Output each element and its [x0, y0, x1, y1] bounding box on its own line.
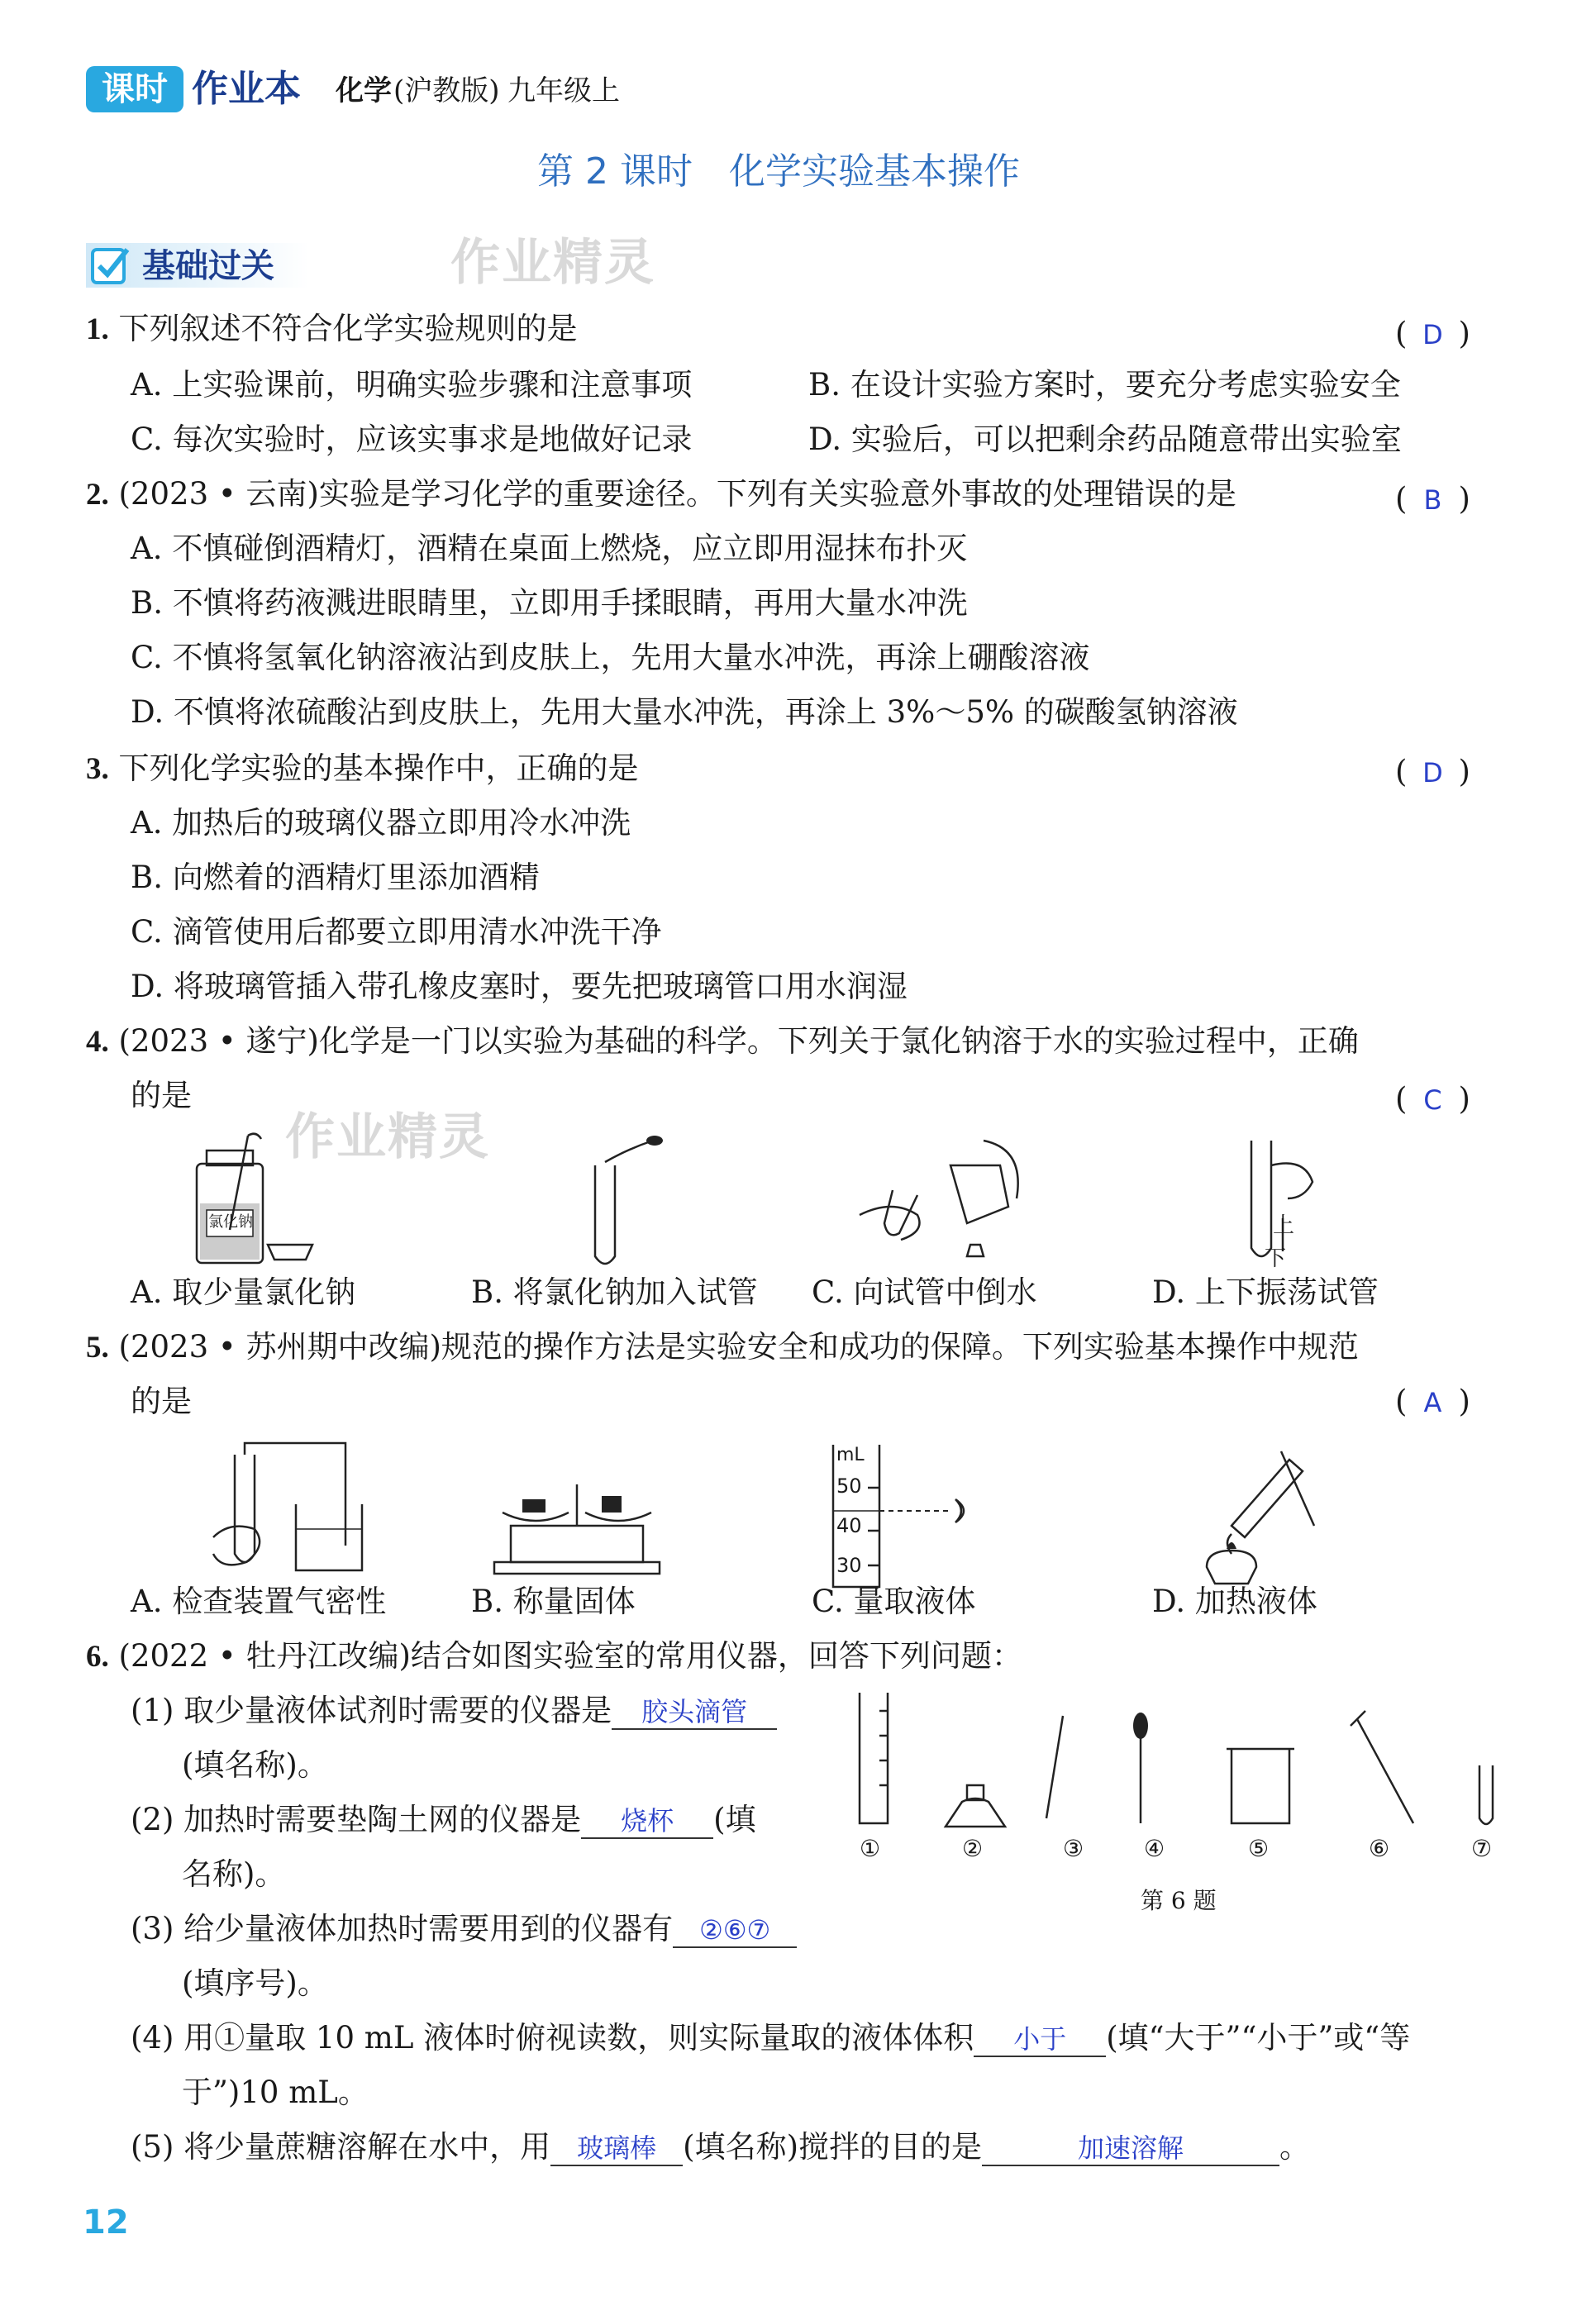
- figure-caption: D. 上下振荡试管: [1152, 1274, 1379, 1310]
- figure-take-sodium-chloride: [188, 1131, 329, 1271]
- question-number: 5.: [86, 1331, 109, 1365]
- question-stem: 下列化学实验的基本操作中，正确的是: [118, 750, 639, 786]
- part-text: (3) 给少量液体加热时需要用到的仪器有: [131, 1911, 674, 1946]
- part-text: (填名称)搅拌的目的是: [683, 2129, 983, 2165]
- part-text: 。: [1279, 2129, 1311, 2165]
- option: B. 向燃着的酒精灯里添加酒精: [131, 860, 540, 895]
- blank-answer: 小于: [1013, 2023, 1067, 2055]
- question-number: 3.: [86, 752, 109, 786]
- option: D. 实验后，可以把剩余药品随意带出实验室: [808, 422, 1402, 457]
- figure-airtightness: [188, 1438, 379, 1587]
- instrument-label: ④: [1144, 1835, 1165, 1862]
- figure-instruments: [851, 1686, 1513, 1835]
- option: A. 上实验课前，明确实验步骤和注意事项: [131, 367, 693, 403]
- blank-answer: ②⑥⑦: [699, 1914, 771, 1946]
- sub-question-5: [131, 2127, 1310, 2167]
- answer-bracket: ( A ): [1395, 1382, 1470, 1422]
- figure-caption: A. 检查装置气密性: [131, 1584, 387, 1619]
- tick-30: 30: [836, 1554, 862, 1577]
- tick-50: 50: [836, 1474, 862, 1498]
- figure-add-to-tube: [579, 1132, 669, 1273]
- answer-4: C: [1423, 1084, 1442, 1116]
- graduated-cylinder: [860, 1693, 888, 1823]
- grade: 九年级上: [507, 74, 620, 107]
- answer-2: B: [1423, 484, 1442, 516]
- question-stem: (2023 • 苏州期中改编)规范的操作方法是实验安全和成功的保障。下列实验基本操作中规范: [118, 1329, 1359, 1365]
- option: C. 不慎将氢氧化钠溶液沾到皮肤上，先用大量水冲洗，再涂上硼酸溶液: [131, 640, 1090, 675]
- answer-blank: [974, 2022, 1106, 2057]
- question-stem: (2022 • 牡丹江改编)结合如图实验室的常用仪器，回答下列问题：: [118, 1638, 1022, 1674]
- answer-3: D: [1422, 757, 1443, 788]
- blank-answer: 加速溶解: [1078, 2132, 1184, 2164]
- part-text: (1) 取少量液体试剂时需要的仪器是: [131, 1693, 612, 1728]
- option: A. 加热后的玻璃仪器立即用冷水冲洗: [131, 805, 631, 841]
- question-stem: (2023 • 遂宁)化学是一门以实验为基础的科学。下列关于氯化钠溶于水的实验过程中，正确: [118, 1023, 1359, 1059]
- option: A. 不慎碰倒酒精灯，酒精在桌面上燃烧，应立即用湿抹布扑灭: [131, 531, 968, 566]
- figure-caption: 第 6 题: [1141, 1887, 1217, 1914]
- part-text: (4) 用①量取 10 mL 液体时俯视读数，则实际量取的液体体积: [131, 2020, 974, 2056]
- answer-bracket: ( B ): [1395, 479, 1470, 520]
- checkbox-icon: [89, 245, 132, 288]
- answer-blank: [612, 1694, 777, 1730]
- sub-question-4: [131, 2018, 1410, 2058]
- part-text: (填: [713, 1802, 756, 1837]
- question-stem-continued: 的是: [131, 1078, 192, 1113]
- answer-1: D: [1422, 319, 1443, 350]
- figure-caption: B. 称量固体: [471, 1584, 636, 1619]
- option: B. 不慎将药液溅进眼睛里，立即用手揉眼睛，再用大量水冲洗: [131, 585, 968, 621]
- figure-caption: A. 取少量氯化钠: [131, 1274, 356, 1310]
- part-text: (填“大于”“小于”或“等: [1106, 2020, 1411, 2056]
- question-stem: (2023 • 云南)实验是学习化学的重要途径。下列有关实验意外事故的处理错误的是: [118, 476, 1236, 512]
- answer-bracket: ( D ): [1395, 752, 1470, 793]
- test-tube-holder: [1357, 1719, 1413, 1823]
- sub-question-4-cont: 于”)10 mL。: [182, 2075, 369, 2110]
- question-5: [86, 1327, 1359, 1368]
- sub-question-1-cont: (填名称)。: [182, 1747, 328, 1783]
- question-stem-continued: 的是: [131, 1384, 192, 1419]
- glass-rod: [1046, 1716, 1063, 1818]
- answer-blank: [550, 2131, 683, 2166]
- question-6: [86, 1636, 1022, 1677]
- answer-bracket: ( D ): [1395, 314, 1470, 355]
- answer-5: A: [1423, 1387, 1442, 1418]
- question-number: 6.: [86, 1640, 109, 1674]
- sub-question-1: [131, 1691, 777, 1731]
- page-number: 12: [83, 2203, 129, 2241]
- figure-balance: [486, 1460, 668, 1584]
- tick-40: 40: [836, 1514, 862, 1537]
- part-text: (5) 将少量蔗糖溶解在水中，用: [131, 2129, 551, 2165]
- header: [86, 60, 830, 126]
- answer-blank: [581, 1803, 713, 1839]
- instrument-label: ⑦: [1471, 1835, 1493, 1862]
- unit-label: mL: [836, 1445, 865, 1465]
- label-down: 下: [1265, 1246, 1287, 1271]
- instrument-label: ⑤: [1248, 1835, 1270, 1862]
- option: D. 将玻璃管插入带孔橡皮塞时，要先把玻璃管口用水润湿: [131, 969, 908, 1004]
- logo-badge: [86, 66, 183, 112]
- alcohol-lamp: [946, 1798, 1005, 1827]
- option: C. 每次实验时，应该实事求是地做好记录: [131, 422, 693, 457]
- question-number: 4.: [86, 1025, 109, 1059]
- bottle-label: 氯化钠: [208, 1213, 253, 1231]
- sub-question-2-cont: 名称)。: [182, 1856, 286, 1892]
- watermark: 作业精灵: [285, 1108, 490, 1166]
- instrument-label: ③: [1063, 1835, 1084, 1862]
- figure-pour-water: [843, 1132, 1041, 1273]
- question-number: 2.: [86, 478, 109, 512]
- logo-text: 课时: [102, 70, 168, 108]
- answer-bracket: ( C ): [1395, 1079, 1470, 1120]
- section-title: 基础过关: [142, 247, 274, 285]
- figure-caption: B. 将氯化钠加入试管: [471, 1274, 758, 1310]
- figure-caption: D. 加热液体: [1152, 1584, 1317, 1619]
- beaker: [1232, 1749, 1289, 1823]
- answer-blank: [982, 2131, 1279, 2166]
- blank-answer: 胶头滴管: [641, 1696, 748, 1727]
- subject: 化学: [336, 74, 392, 107]
- figure-caption: C. 向试管中倒水: [812, 1274, 1037, 1310]
- blank-answer: 烧杯: [621, 1805, 674, 1837]
- sub-question-3-cont: (填序号)。: [182, 1965, 328, 2001]
- question-number: 1.: [86, 312, 109, 346]
- label-up: 上: [1273, 1213, 1295, 1238]
- sub-question-3: [131, 1909, 797, 1949]
- part-text: (2) 加热时需要垫陶土网的仪器是: [131, 1802, 582, 1837]
- figure-heat-liquid: [1182, 1443, 1322, 1592]
- option: C. 滴管使用后都要立即用清水冲洗干净: [131, 914, 662, 950]
- question-2: [86, 474, 1236, 515]
- test-tube: [1479, 1765, 1493, 1824]
- brand: 作业本: [192, 68, 301, 110]
- instrument-label: ⑥: [1369, 1835, 1390, 1862]
- question-4: [86, 1022, 1359, 1062]
- question-stem: 下列叙述不符合化学实验规则的是: [118, 311, 578, 346]
- watermark: 作业精灵: [450, 234, 655, 292]
- blank-answer: 玻璃棒: [577, 2132, 657, 2164]
- instrument-label: ②: [962, 1835, 984, 1862]
- edition: (沪教版): [393, 74, 500, 107]
- question-1: [86, 309, 578, 350]
- figure-caption: C. 量取液体: [812, 1584, 976, 1619]
- question-3: [86, 749, 639, 789]
- sub-question-2: [131, 1800, 756, 1840]
- lesson-title: 第 2 课时 化学实验基本操作: [537, 150, 1020, 193]
- section-header: [86, 238, 334, 293]
- option: D. 不慎将浓硫酸沾到皮肤上，先用大量水冲洗，再涂上 3%～5% 的碳酸氢钠溶液: [131, 694, 1238, 730]
- instrument-label: ①: [860, 1835, 881, 1862]
- option: B. 在设计实验方案时，要充分考虑实验安全: [808, 367, 1401, 403]
- answer-blank: [673, 1913, 797, 1948]
